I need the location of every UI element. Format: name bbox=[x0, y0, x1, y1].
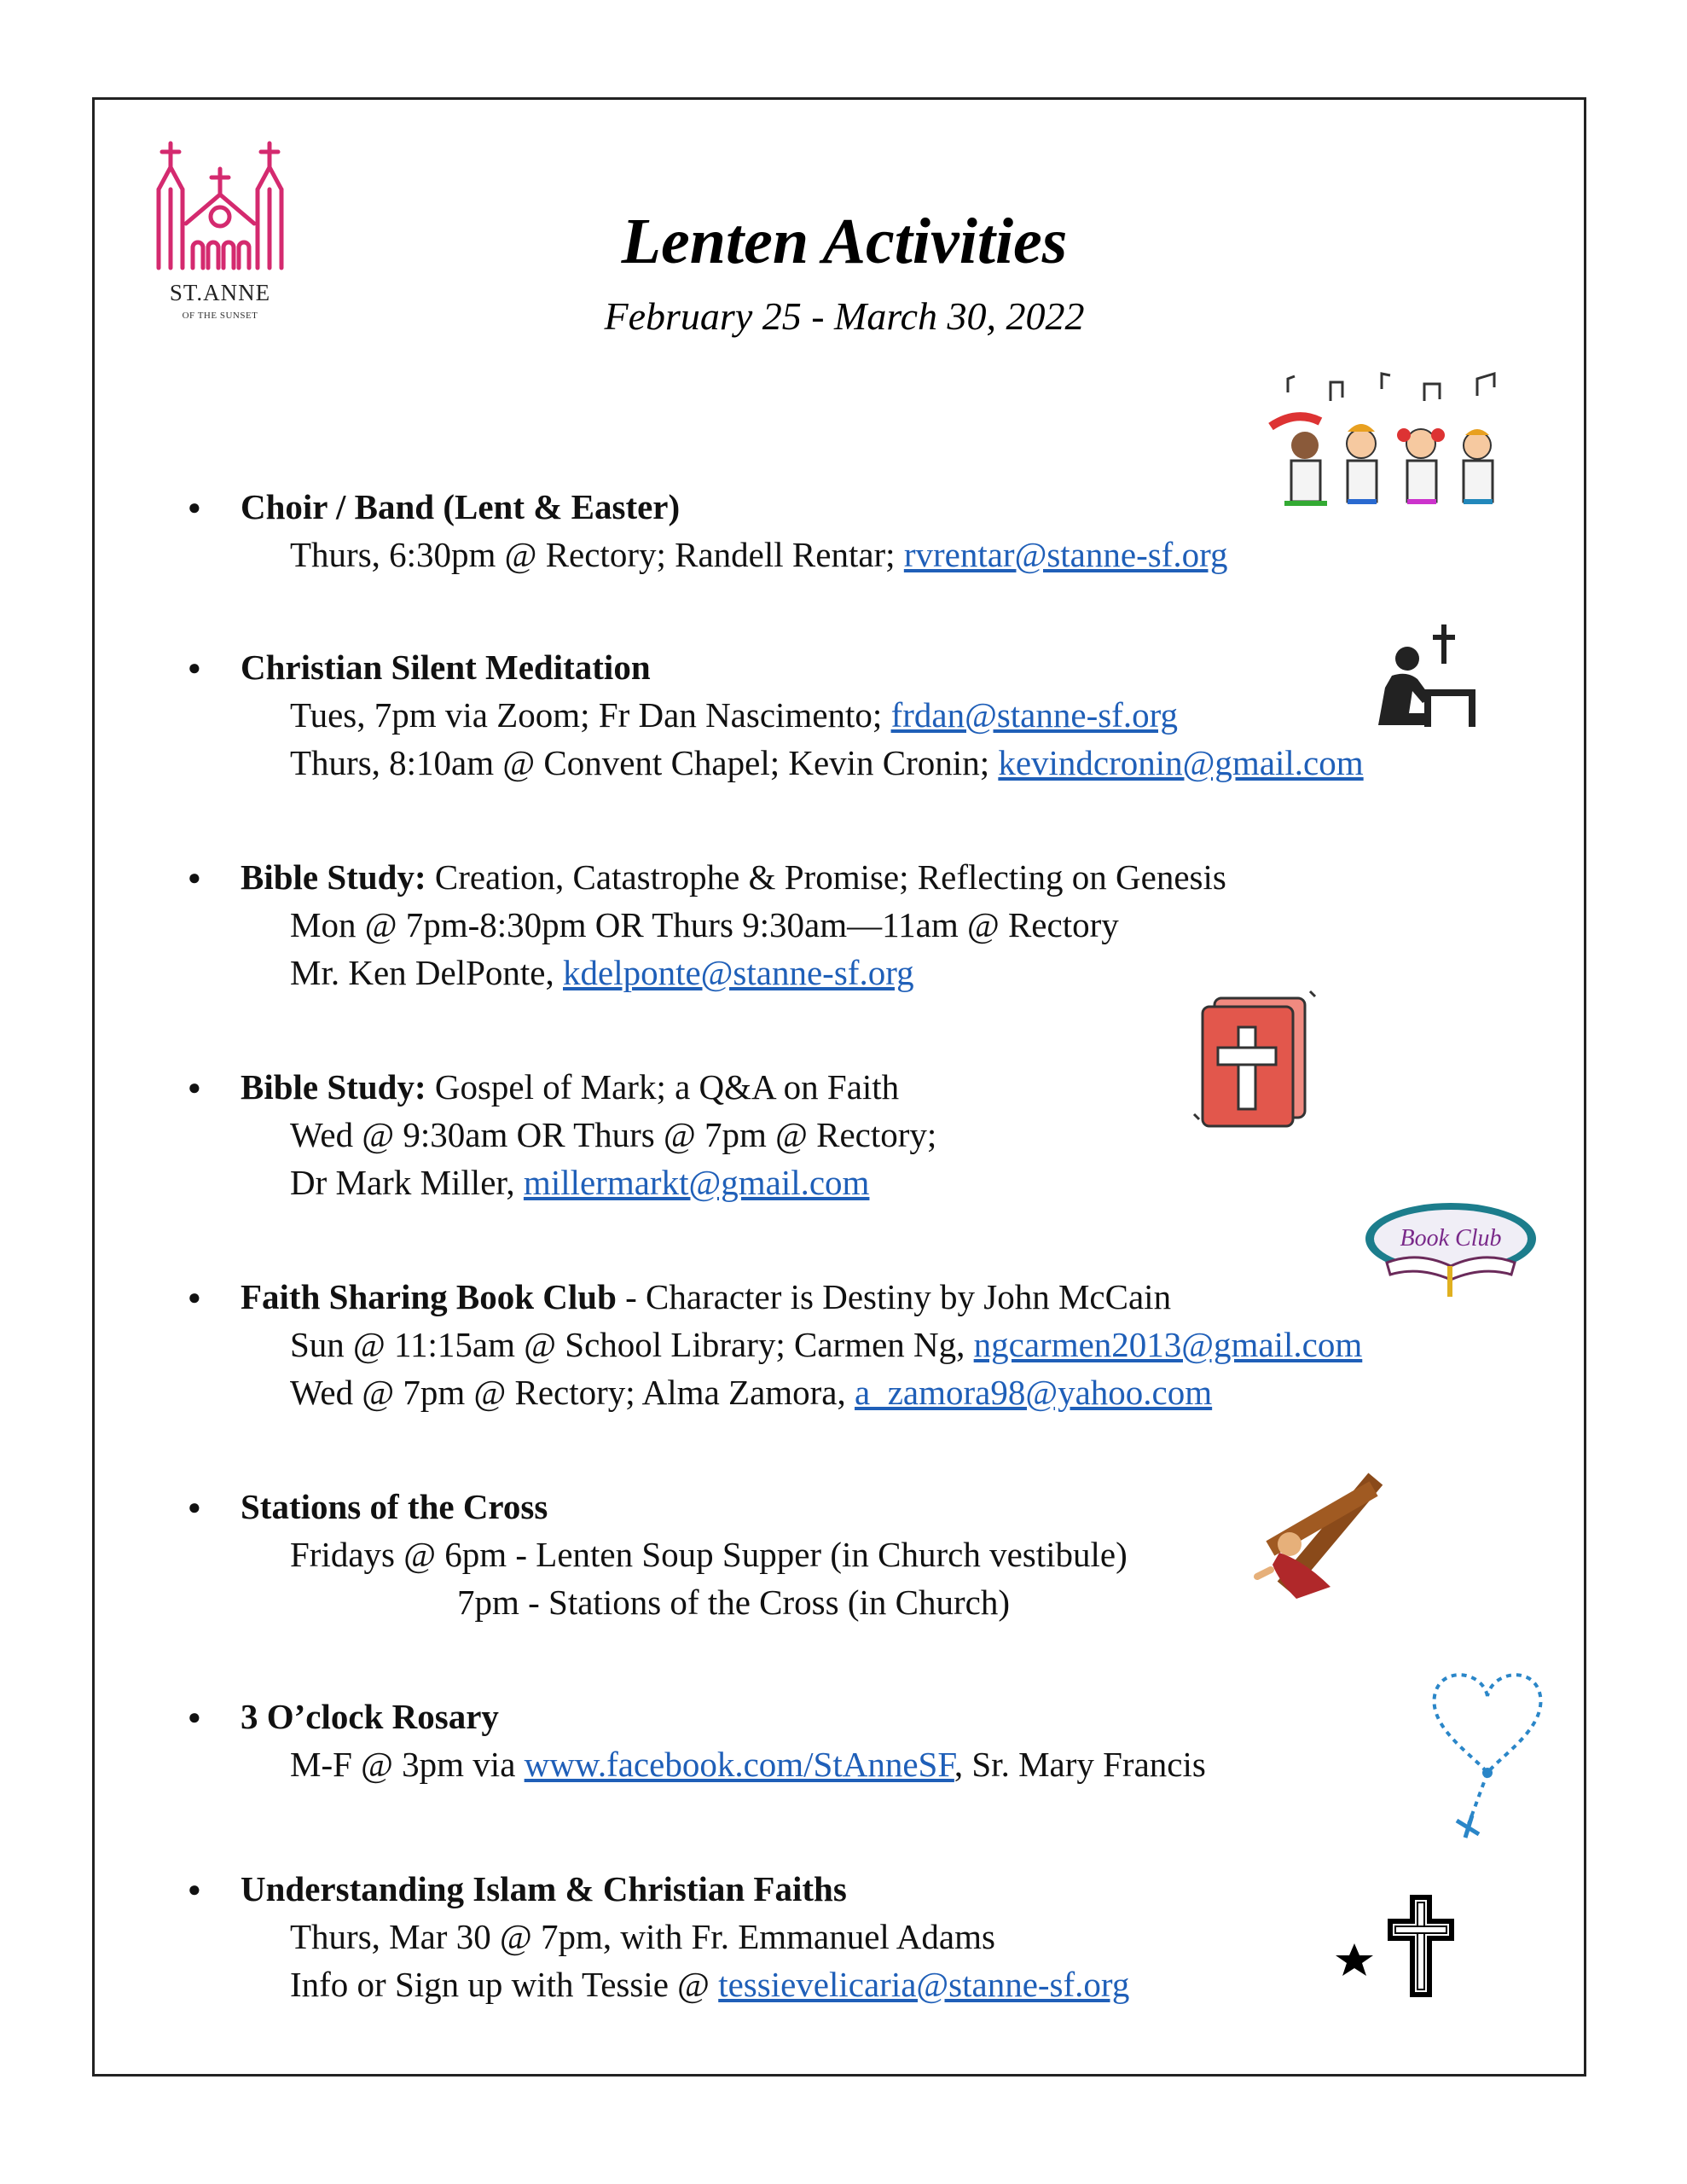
email-link[interactable]: millermarkt@gmail.com bbox=[523, 1163, 870, 1202]
book-club-icon bbox=[1361, 1198, 1540, 1300]
activity-line: Thurs, 8:10am @ Convent Chapel; Kevin Cronin; kevindcronin@gmail.com bbox=[290, 743, 1364, 782]
activity-line: Wed @ 9:30am OR Thurs @ 7pm @ Rectory; bbox=[290, 1115, 937, 1154]
activity-line: Thurs, 6:30pm @ Rectory; Randell Rentar; rvrentar@stanne-sf.org bbox=[290, 535, 1228, 574]
activity-title: Christian Silent Meditation bbox=[241, 648, 651, 687]
page-title: Lenten Activities bbox=[621, 206, 1068, 277]
bullet: ● bbox=[188, 1877, 201, 1902]
bullet: ● bbox=[188, 1705, 201, 1729]
email-link[interactable]: a_zamora98@yahoo.com bbox=[855, 1373, 1213, 1412]
bible-icon bbox=[1191, 986, 1319, 1140]
facebook-link[interactable]: www.facebook.com/StAnneSF bbox=[524, 1745, 954, 1784]
activity-line: Wed @ 7pm @ Rectory; Alma Zamora, a_zamora98@yahoo.com bbox=[290, 1373, 1213, 1412]
activity-line: Info or Sign up with Tessie @ tessievelicaria@stanne-sf.org bbox=[290, 1965, 1130, 2004]
activity-title: Stations of the Cross bbox=[241, 1487, 548, 1526]
bullet: ● bbox=[188, 1495, 201, 1519]
activity-title: Understanding Islam & Christian Faiths bbox=[241, 1869, 847, 1908]
bullet: ● bbox=[188, 495, 201, 520]
activity-title: Faith Sharing Book Club - Character is Destiny by John McCain bbox=[241, 1277, 1172, 1316]
activity-line: Mon @ 7pm-8:30pm OR Thurs 9:30am—11am @ Rectory bbox=[290, 905, 1119, 944]
activity-line: Dr Mark Miller, millermarkt@gmail.com bbox=[290, 1163, 870, 1202]
bullet: ● bbox=[188, 655, 201, 680]
crescent-cross-icon bbox=[1284, 1892, 1472, 2003]
activity-title: 3 O’clock Rosary bbox=[241, 1697, 499, 1736]
bullet: ● bbox=[188, 1075, 201, 1100]
date-range: February 25 - March 30, 2022 bbox=[604, 294, 1085, 338]
bullet: ● bbox=[188, 865, 201, 890]
kneeling-prayer-icon bbox=[1373, 623, 1484, 734]
cross-carrying-icon bbox=[1245, 1459, 1416, 1604]
svg-text:Book Club: Book Club bbox=[1400, 1225, 1502, 1252]
logo-tagline: OF THE SUNSET bbox=[182, 311, 258, 321]
activity-line: Thurs, Mar 30 @ 7pm, with Fr. Emmanuel Adams bbox=[290, 1917, 995, 1956]
activity-line: Sun @ 11:15am @ School Library; Carmen Ng, ngcarmen2013@gmail.com bbox=[290, 1325, 1363, 1364]
activity-title: Choir / Band (Lent & Easter) bbox=[241, 487, 681, 526]
email-link[interactable]: kdelponte@stanne-sf.org bbox=[563, 953, 914, 992]
rosary-icon bbox=[1423, 1662, 1552, 1841]
bullet: ● bbox=[188, 1285, 201, 1310]
activity-line: Tues, 7pm via Zoom; Fr Dan Nascimento; frdan@stanne-sf.org bbox=[290, 695, 1178, 735]
email-link[interactable]: ngcarmen2013@gmail.com bbox=[973, 1325, 1363, 1364]
logo-name: ST.ANNE bbox=[169, 280, 271, 305]
singing-children-icon bbox=[1254, 367, 1518, 520]
activity-line: Mr. Ken DelPonte, kdelponte@stanne-sf.org bbox=[290, 953, 914, 992]
activity-line: 7pm - Stations of the Cross (in Church) bbox=[457, 1583, 1010, 1622]
email-link[interactable]: kevindcronin@gmail.com bbox=[998, 743, 1364, 782]
email-link[interactable]: tessievelicaria@stanne-sf.org bbox=[718, 1965, 1130, 2004]
activity-line: M-F @ 3pm via www.facebook.com/StAnneSF, Sr. Mary Francis bbox=[290, 1745, 1206, 1784]
email-link[interactable]: frdan@stanne-sf.org bbox=[890, 695, 1178, 735]
activity-line: Fridays @ 6pm - Lenten Soup Supper (in Church vestibule) bbox=[290, 1535, 1128, 1574]
email-link[interactable]: rvrentar@stanne-sf.org bbox=[903, 535, 1228, 574]
activity-title: Bible Study: Creation, Catastrophe & Promise; Reflecting on Genesis bbox=[241, 857, 1226, 897]
activity-title: Bible Study: Gospel of Mark; a Q&A on Faith bbox=[241, 1067, 900, 1107]
